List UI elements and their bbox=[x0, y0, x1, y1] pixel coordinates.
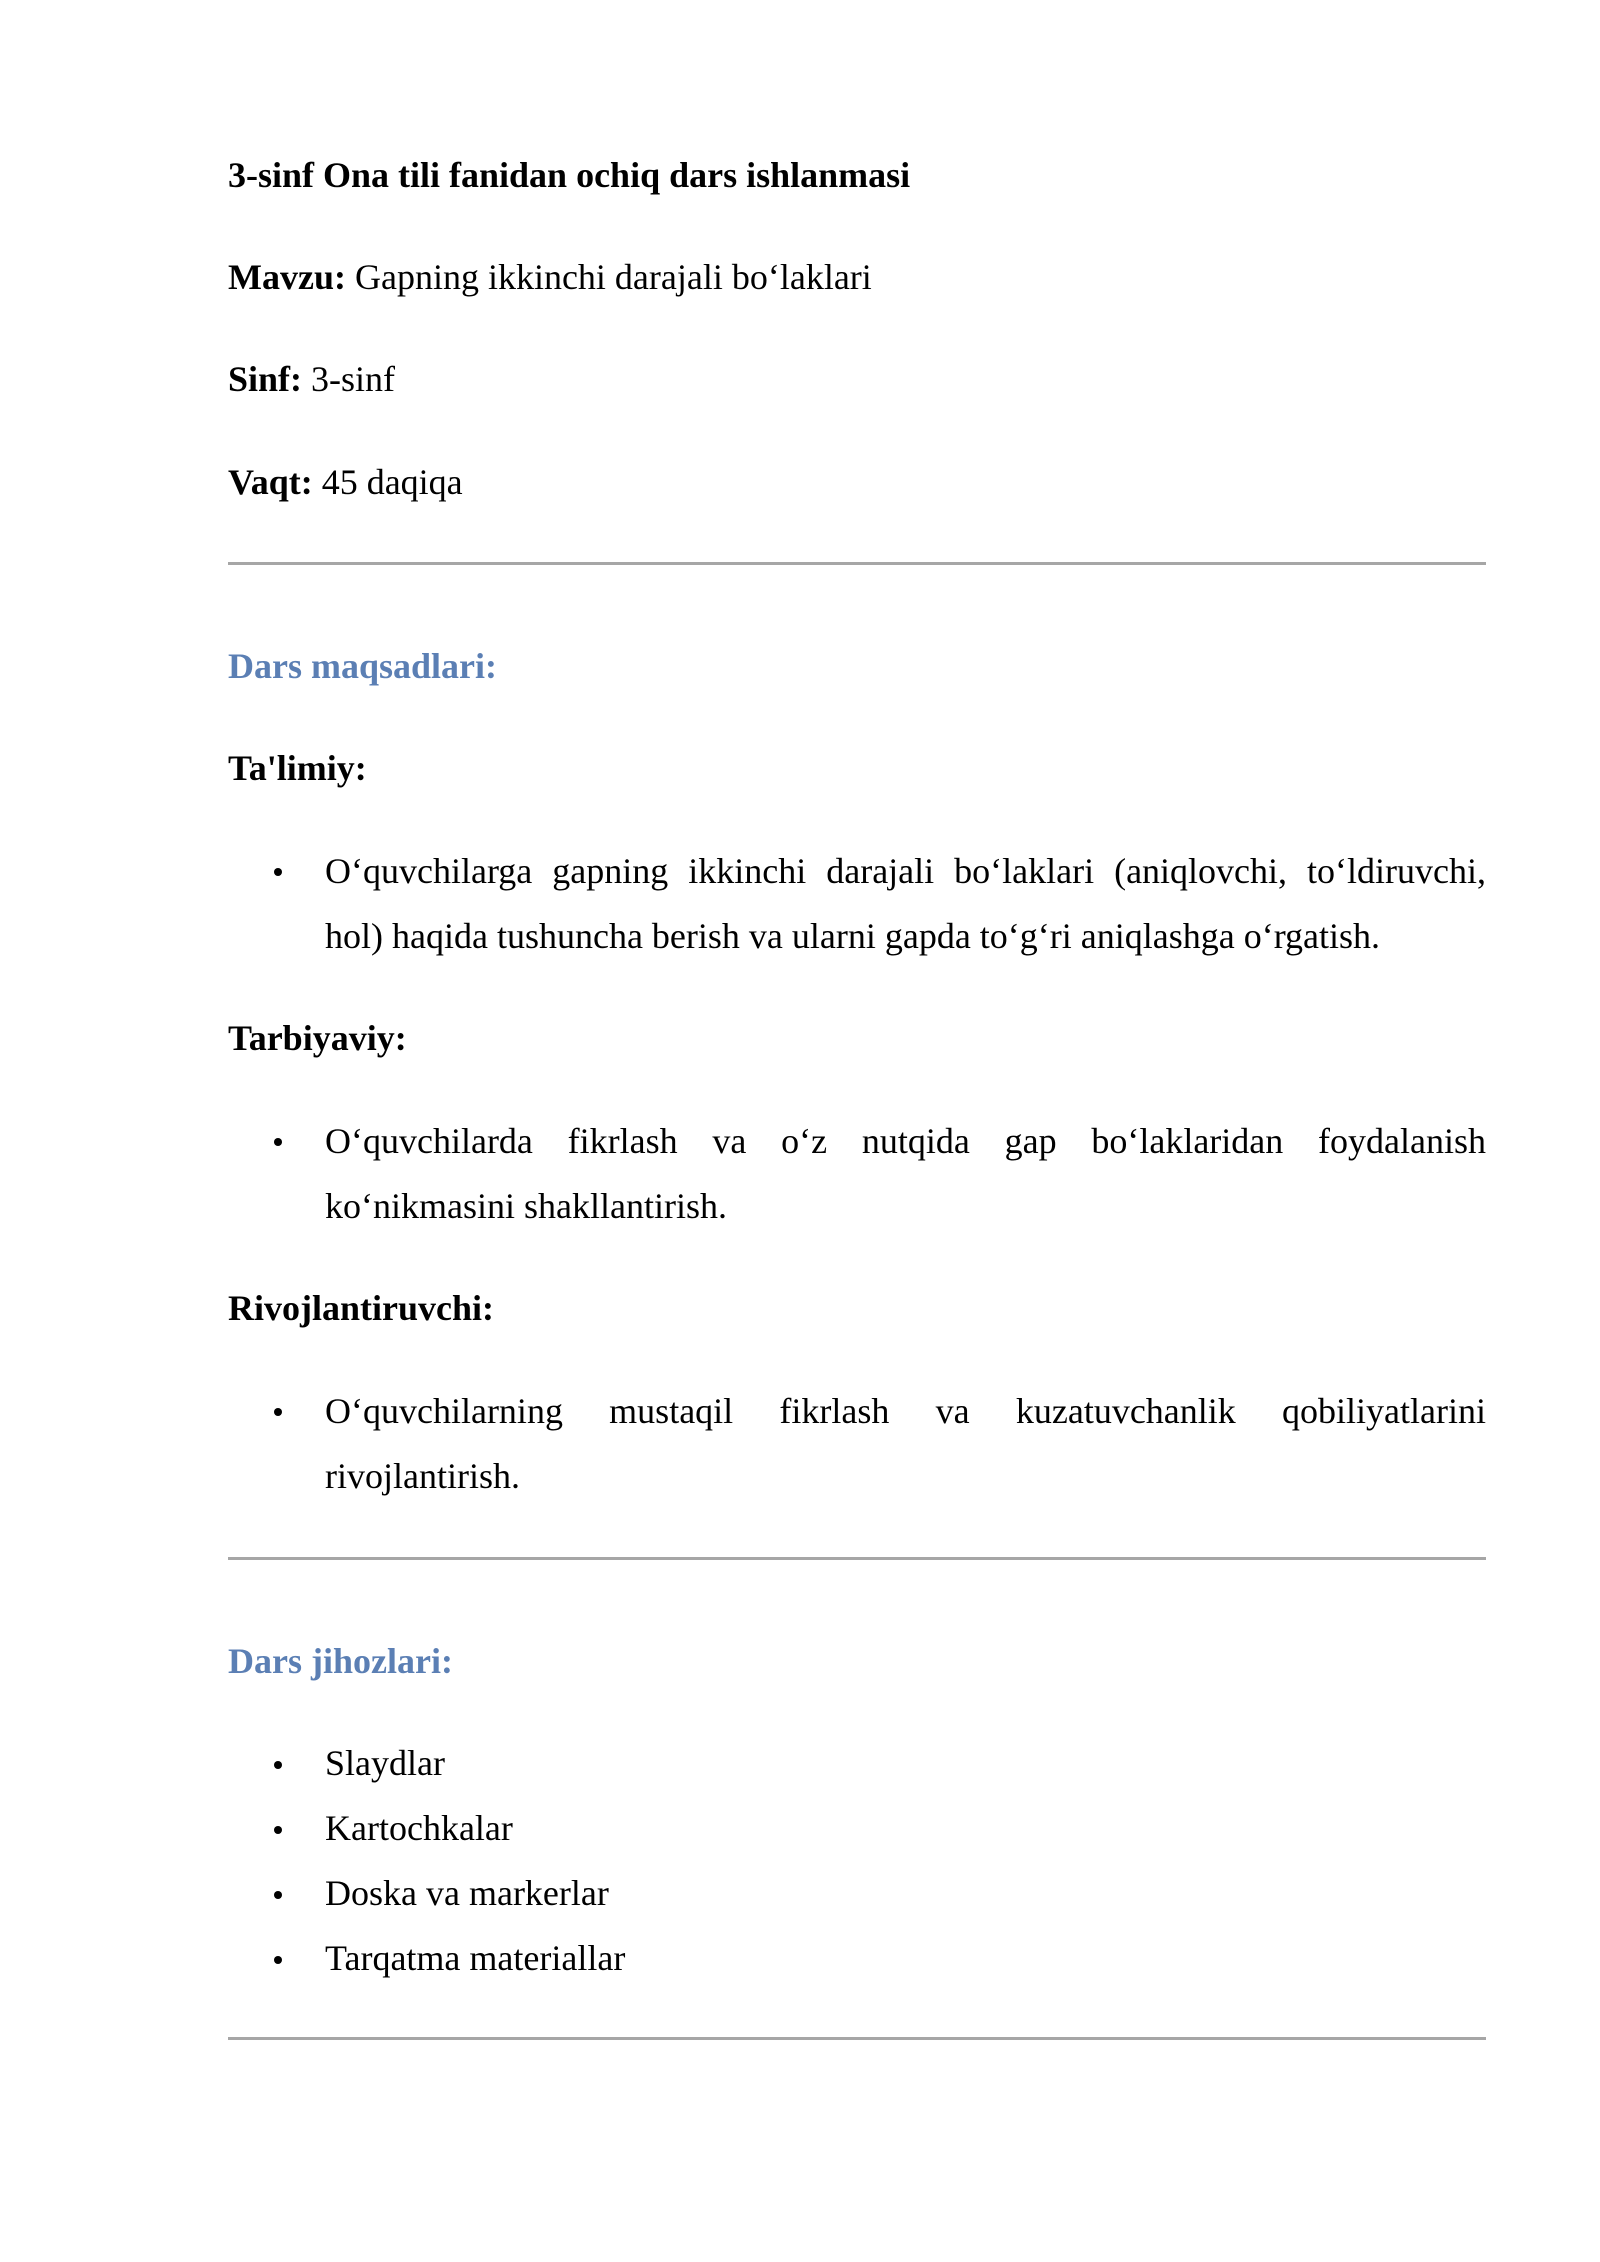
list-item-text: O‘quvchilarda fikrlash va o‘z nutqida gap bo‘laklaridan foydalanish ko‘nikmasini shakllantirish. bbox=[325, 1121, 1486, 1226]
bullet-icon bbox=[274, 1826, 282, 1834]
bullet-icon bbox=[274, 1408, 282, 1416]
list-item-text: Kartochkalar bbox=[325, 1808, 513, 1848]
list-item-text: O‘quvchilarning mustaqil fikrlash va kuzatuvchanlik qobiliyatlarini rivojlantirish. bbox=[325, 1391, 1486, 1496]
bullet-icon bbox=[274, 1891, 282, 1899]
bullet-icon bbox=[274, 1138, 282, 1146]
section-heading-equipment: Dars jihozlari: bbox=[228, 1641, 453, 1681]
bullet-icon bbox=[274, 868, 282, 876]
list-item-text: Slaydlar bbox=[325, 1743, 445, 1783]
list-item-text: Doska va markerlar bbox=[325, 1873, 609, 1913]
document-title: 3-sinf Ona tili fanidan ochiq dars ishlanmasi bbox=[228, 155, 911, 195]
list-item-text: O‘quvchilarga gapning ikkinchi darajali bo‘laklari (aniqlovchi, to‘ldiruvchi, hol) haqida tushuncha berish va ularni gapda to‘g‘ri aniqlashga o‘rgatish. bbox=[325, 851, 1486, 956]
bullet-icon bbox=[274, 1761, 282, 1769]
meta-topic bbox=[228, 255, 872, 299]
meta-time bbox=[228, 460, 463, 504]
subheading-upbringing: Tarbiyaviy: bbox=[228, 1018, 407, 1058]
meta-topic-label: Mavzu: bbox=[228, 257, 346, 297]
meta-class-value: 3-sinf bbox=[302, 359, 396, 399]
meta-topic-value: Gapning ikkinchi darajali bo‘laklari bbox=[345, 257, 872, 297]
bullet-icon bbox=[274, 1956, 282, 1964]
meta-time-value: 45 daqiqa bbox=[312, 462, 463, 502]
list-item-text: Tarqatma materiallar bbox=[325, 1938, 626, 1978]
horizontal-divider bbox=[228, 1557, 1486, 1560]
meta-time-label: Vaqt: bbox=[228, 462, 313, 502]
horizontal-divider bbox=[228, 562, 1486, 565]
meta-class bbox=[228, 357, 395, 401]
meta-class-label: Sinf: bbox=[228, 359, 303, 399]
horizontal-divider bbox=[228, 2037, 1486, 2040]
section-heading-goals: Dars maqsadlari: bbox=[228, 646, 497, 686]
subheading-educational: Ta'limiy: bbox=[228, 748, 367, 788]
subheading-developmental: Rivojlantiruvchi: bbox=[228, 1288, 494, 1328]
